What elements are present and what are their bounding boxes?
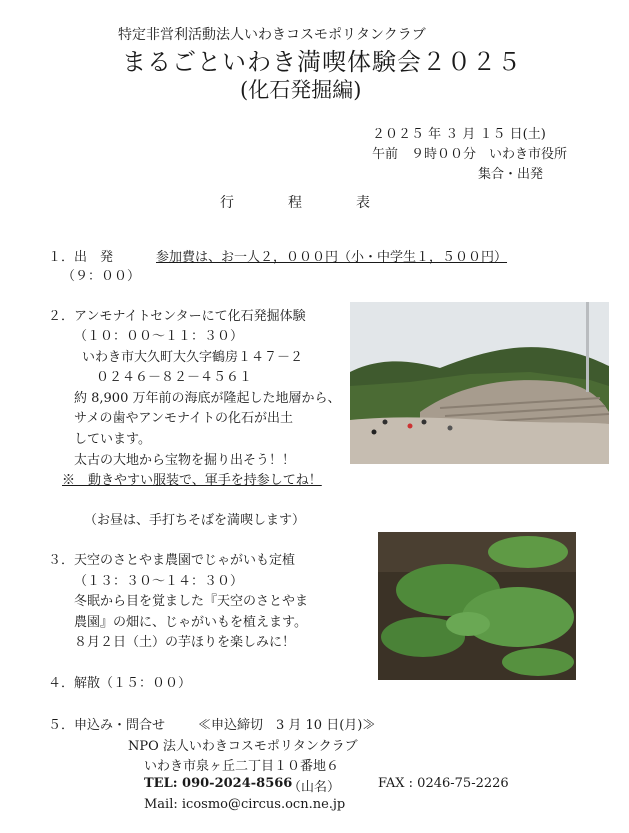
item-2-title: アンモナイトセンターにて化石発掘体験: [74, 309, 306, 324]
item-2-desc-4: 太古の大地から宝物を掘り出そう！！: [74, 453, 296, 468]
item-4-title: 解散（１５：００）: [74, 676, 192, 691]
item-2-desc-3: しています。: [74, 432, 151, 447]
event-title: まるごといわき満喫体験会２０２５: [122, 48, 522, 76]
participation-fee: 参加費は、お一人２，０００円（小・中学生１，５００円）: [156, 250, 508, 265]
contact-email: Mail: icosmo@circus.ocn.ne.jp: [144, 797, 346, 812]
potato-field-photo: [378, 532, 576, 680]
contact-tel-name: （山名）: [288, 780, 341, 795]
schedule-heading: 行 程 表: [220, 195, 390, 211]
contact-org: NPO 法人いわきコスモポリタンクラブ: [128, 739, 358, 754]
item-3-time: （１３：３０～１４：３０）: [74, 574, 244, 589]
item-2-desc-2: サメの歯やアンモナイトの化石が出土: [74, 411, 294, 426]
item-3-number: ３．: [48, 553, 75, 568]
item-3-desc-2: 農園』の畑に、じゃがいもを植えます。: [74, 615, 307, 630]
contact-address: いわき市泉ヶ丘二丁目１０番地６: [144, 759, 340, 774]
item-3-desc-1: 冬眠から目を覚ました『天空のさとやま: [74, 594, 309, 609]
event-time-place: 午前 ９時００分 いわき市役所: [372, 147, 568, 162]
event-meeting: 集合・出発: [478, 167, 544, 182]
potato-field-image: [378, 532, 576, 680]
lunch-note: （お昼は、手打ちそばを満喫します）: [84, 513, 306, 528]
item-2-number: ２．: [48, 309, 75, 324]
item-3-title: 天空のさとやま農園でじゃがいも定植: [74, 553, 296, 568]
item-2-phone: ０２４６－８２－４５６１: [96, 370, 253, 385]
item-3-desc-3: ８月２日（土）の芋ほりを楽しみに！: [74, 635, 296, 650]
item-2-note: ※ 動きやすい服装で、軍手を持参してね！: [62, 473, 322, 488]
item-4-number: ４．: [48, 676, 75, 691]
item-2-address: いわき市大久町大久字鶴房１４７－２: [82, 350, 304, 365]
item-1-time: （９：００）: [62, 269, 141, 284]
fossil-dig-photo: [350, 302, 609, 464]
event-subtitle: (化石発掘編): [240, 78, 362, 102]
item-5-number: ５．: [48, 718, 75, 733]
application-deadline: ≪申込締切 3 月 10 日(月)≫: [198, 718, 376, 733]
item-1-number: １．: [48, 250, 75, 265]
item-5-title: 申込み・問合せ: [74, 718, 166, 733]
organizer-name: 特定非営利活動法人いわきコスモポリタンクラブ: [118, 27, 426, 43]
contact-tel: TEL: 090-2024-8566: [144, 776, 293, 791]
item-2-desc-1: 約 8,900 万年前の海底が隆起した地層から、: [74, 391, 341, 406]
item-2-time: （１０：００～１１：３０）: [74, 329, 244, 344]
event-date: ２０２５ 年 ３ 月 １５ 日(土): [372, 127, 546, 142]
contact-fax: FAX : 0246-75-2226: [378, 776, 509, 791]
item-1-title: 出 発: [74, 250, 114, 265]
fossil-dig-image: [350, 302, 609, 464]
